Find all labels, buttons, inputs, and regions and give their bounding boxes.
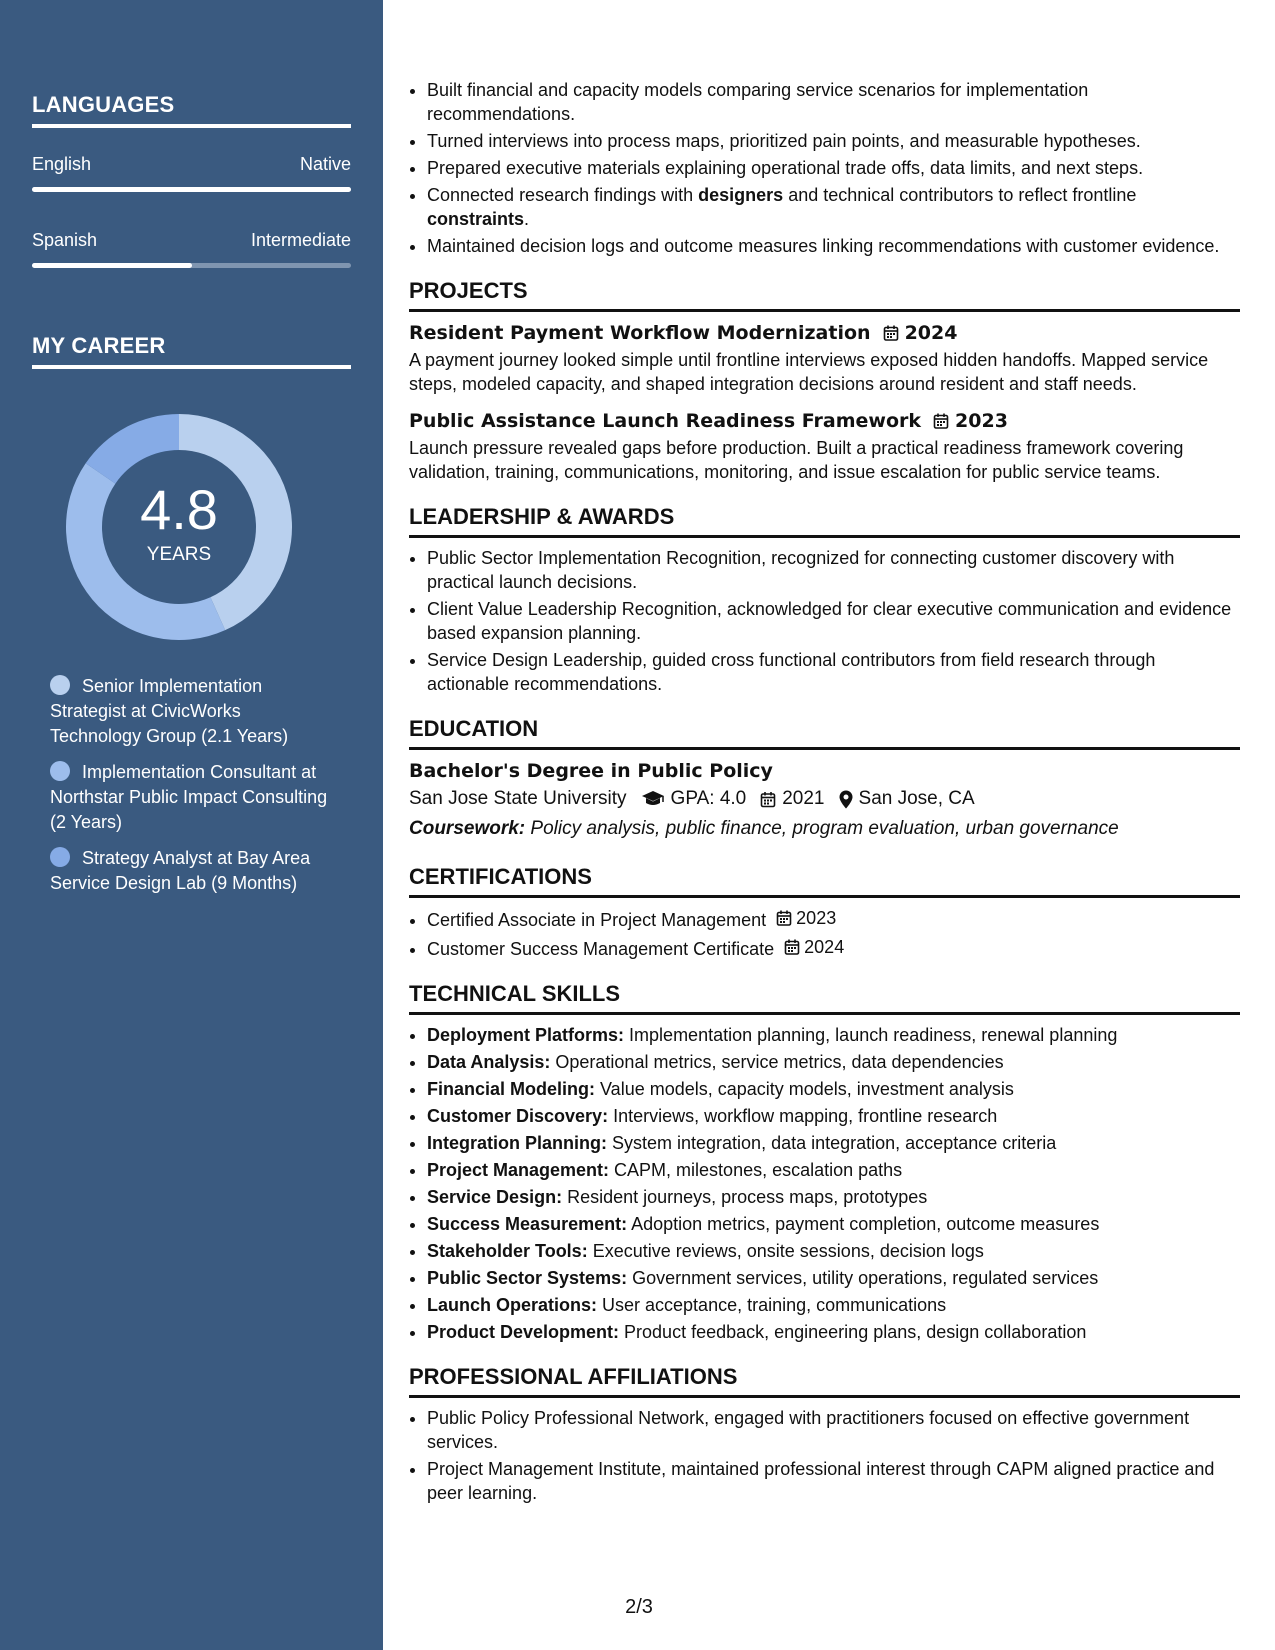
skills-title: TECHNICAL SKILLS [409, 981, 1240, 1015]
career-total-label: YEARS [146, 544, 212, 565]
calendar-icon [784, 939, 800, 955]
language-level: Native [299, 154, 351, 174]
leadership-item: • Public Sector Implementation Recognition, recognized for connecting customer discovery with practical launch decisions. [427, 546, 1240, 594]
language-name: English [32, 154, 92, 174]
skill-item: • Stakeholder Tools: Executive reviews, onsite sessions, decision logs [427, 1239, 1240, 1263]
career-item [50, 674, 335, 749]
page-number: 2/3 [625, 1596, 653, 1618]
project-description: Launch pressure revealed gaps before production. Built a practical readiness framework covering validation, training, communications, monitoring, and issue escalation for public service teams. [409, 438, 1184, 482]
certifications-list [409, 906, 1240, 961]
career-item-text: Senior Implementation Strategist at CivicWorks Technology Group (2.1 Years) [50, 676, 289, 746]
career-section [32, 333, 351, 369]
certification-item: • Certified Associate in Project Management 2023 [427, 906, 1240, 932]
career-dot-icon [50, 675, 70, 695]
education-location: San Jose, CA [858, 788, 975, 809]
certification-item: • Customer Success Management Certificate 2024 [427, 935, 1240, 961]
main-content [409, 78, 1240, 1508]
calendar-icon [883, 325, 899, 341]
graduation-cap-icon [641, 790, 665, 808]
skill-item: • Public Sector Systems: Government services, utility operations, regulated services [427, 1266, 1240, 1290]
skills-list [409, 1023, 1240, 1344]
projects-title: PROJECTS [409, 278, 1240, 312]
skill-item: • Project Management: CAPM, milestones, escalation paths [427, 1158, 1240, 1182]
skill-item: • Launch Operations: User acceptance, training, communications [427, 1293, 1240, 1317]
project-name: Resident Payment Workflow Modernization [409, 322, 871, 344]
career-donut-chart [66, 414, 292, 640]
leadership-item: • Service Design Leadership, guided cross functional contributors from field research through actionable recommendations. [427, 648, 1240, 696]
location-pin-icon [839, 790, 853, 809]
education-year: 2021 [782, 788, 825, 809]
career-title: MY CAREER [32, 333, 351, 369]
career-total-value: 4.8 [140, 478, 218, 541]
education-degree: Bachelor's Degree in Public Policy [409, 760, 773, 782]
experience-bullet: • Turned interviews into process maps, prioritized pain points, and measurable hypotheses. [427, 129, 1240, 153]
experience-bullet: • Prepared executive materials explaining operational trade offs, data limits, and next steps. [427, 156, 1240, 180]
skill-item: • Service Design: Resident journeys, process maps, prototypes [427, 1185, 1240, 1209]
education-gpa: GPA: 4.0 [670, 788, 747, 809]
project-header [409, 410, 1240, 432]
affiliations-title: PROFESSIONAL AFFILIATIONS [409, 1364, 1240, 1398]
experience-bullet: • Built financial and capacity models comparing service scenarios for implementation recommendations. [427, 78, 1240, 126]
leadership-title: LEADERSHIP & AWARDS [409, 504, 1240, 538]
languages-section [32, 92, 351, 268]
certification-year: 2023 [796, 908, 837, 928]
language-proficiency-fill [32, 263, 192, 268]
leadership-list [409, 546, 1240, 696]
experience-bullet: • Maintained decision logs and outcome measures linking recommendations with customer evidence. [427, 234, 1240, 258]
project-name: Public Assistance Launch Readiness Framework [409, 410, 922, 432]
project-year: 2024 [904, 322, 958, 344]
languages-title: LANGUAGES [32, 92, 351, 128]
skill-item: • Integration Planning: System integration, data integration, acceptance criteria [427, 1131, 1240, 1155]
language-proficiency-bar [32, 187, 351, 192]
career-list [50, 674, 335, 907]
affiliations-list [409, 1406, 1240, 1505]
calendar-icon [776, 910, 792, 926]
calendar-icon [760, 791, 776, 808]
career-item [50, 846, 335, 896]
experience-bullets [409, 78, 1240, 258]
education-details [409, 788, 1240, 810]
language-proficiency-bar [32, 263, 351, 268]
education-title: EDUCATION [409, 716, 1240, 750]
experience-bullet: • Connected research findings with designers and technical contributors to reflect frontline constraints. [427, 183, 1240, 231]
language-name: Spanish [32, 230, 98, 250]
skill-item: • Success Measurement: Adoption metrics, payment completion, outcome measures [427, 1212, 1240, 1236]
career-item-text: Implementation Consultant at Northstar Public Impact Consulting (2 Years) [50, 762, 328, 832]
certifications-title: CERTIFICATIONS [409, 864, 1240, 898]
career-dot-icon [50, 761, 70, 781]
language-english [32, 154, 351, 192]
affiliation-item: • Project Management Institute, maintained professional interest through CAPM aligned practice and peer learning. [427, 1457, 1240, 1505]
certification-year: 2024 [804, 937, 845, 957]
language-spanish [32, 230, 351, 268]
project-header [409, 322, 1240, 344]
career-dot-icon [50, 847, 70, 867]
language-level: Intermediate [250, 230, 351, 250]
education-coursework: Coursework: Policy analysis, public finance, program evaluation, urban governance [409, 818, 1119, 839]
leadership-item: • Client Value Leadership Recognition, acknowledged for clear executive communication and evidence based expansion planning. [427, 597, 1240, 645]
project-description: A payment journey looked simple until frontline interviews exposed hidden handoffs. Mapped service steps, modeled capacity, and shaped integration decisions around resident and staff needs. [409, 350, 1209, 394]
skill-item: • Customer Discovery: Interviews, workflow mapping, frontline research [427, 1104, 1240, 1128]
education-school: San Jose State University [409, 788, 627, 809]
skill-item: • Financial Modeling: Value models, capacity models, investment analysis [427, 1077, 1240, 1101]
skill-item: • Product Development: Product feedback, engineering plans, design collaboration [427, 1320, 1240, 1344]
career-item-text: Strategy Analyst at Bay Area Service Design Lab (9 Months) [50, 848, 311, 893]
skill-item: • Deployment Platforms: Implementation planning, launch readiness, renewal planning [427, 1023, 1240, 1047]
sidebar [0, 0, 383, 1650]
language-proficiency-fill [32, 187, 351, 192]
project-year: 2023 [955, 410, 1008, 432]
career-item [50, 760, 335, 835]
calendar-icon [933, 413, 949, 429]
skill-item: • Data Analysis: Operational metrics, service metrics, data dependencies [427, 1050, 1240, 1074]
affiliation-item: • Public Policy Professional Network, engaged with practitioners focused on effective government services. [427, 1406, 1240, 1454]
